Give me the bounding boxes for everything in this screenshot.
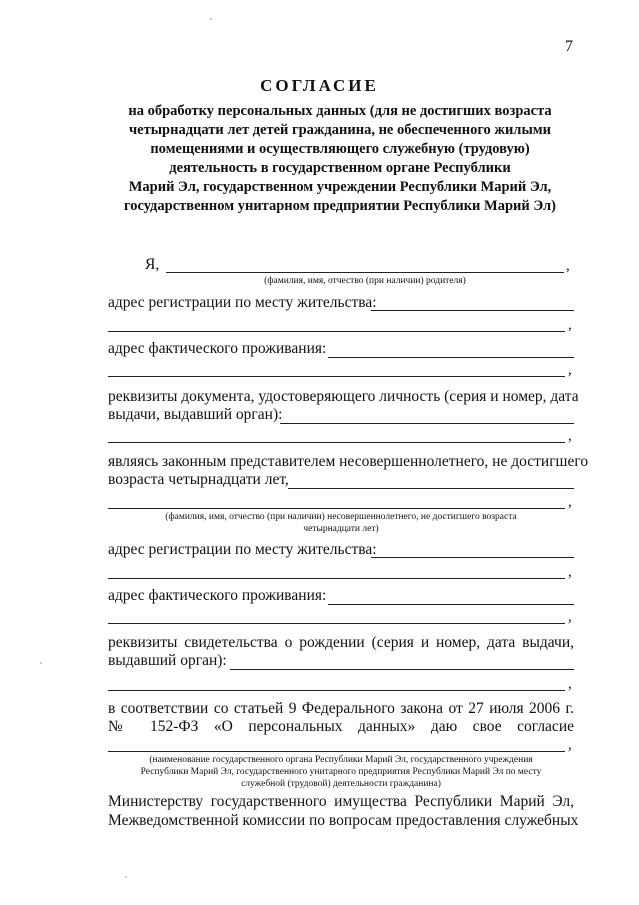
- caption-line: (фамилия, имя, отчество (при наличии) несовершеннолетнего, не достигшего возраста: [165, 512, 517, 522]
- scan-speck: [210, 18, 212, 20]
- subtitle-line: государственном унитарном предприятии Республики Марий Эл): [124, 198, 556, 214]
- parent-name-caption: (фамилия, имя, отчество (при наличии) родителя): [264, 276, 466, 286]
- caption-line: служебной (трудовой) деятельности гражданина): [241, 779, 441, 789]
- comma: ,: [566, 258, 570, 274]
- law-text-line-1: в соответствии со статьей 9 Федерального закона от 27 июля 2006 г.: [108, 700, 574, 717]
- caption-line: четырнадцати лет): [303, 524, 379, 534]
- minor-actual-address-field[interactable]: [328, 604, 574, 605]
- actual-address-field[interactable]: [328, 357, 574, 358]
- id-doc-field[interactable]: [280, 423, 574, 424]
- reg-address-label: адрес регистрации по месту жительства:: [108, 294, 377, 311]
- comma: ,: [568, 317, 572, 333]
- subtitle-line: на обработку персональных данных (для не достигших возраста: [128, 103, 552, 119]
- id-doc-label-1: реквизиты документа, удостоверяющего личность (серия и номер, дата: [108, 388, 579, 405]
- comma: ,: [568, 609, 572, 625]
- comma: ,: [568, 564, 572, 580]
- subtitle-line: четырнадцати лет детей гражданина, не обеспеченного жилыми: [128, 122, 551, 138]
- scan-speck: [125, 876, 127, 878]
- law-text-line-2: № 152-ФЗ «О персональных данных» даю свое согласие: [108, 718, 574, 735]
- comma: ,: [568, 737, 572, 753]
- minor-name-caption: [108, 511, 574, 535]
- comma: ,: [568, 362, 572, 378]
- id-doc-field-2[interactable]: [108, 442, 565, 443]
- subtitle-line: деятельность в государственном органе Республики: [169, 160, 511, 176]
- caption-line: (наименование государственного органа Республики Марий Эл, государственного учреждения: [149, 755, 533, 765]
- comma: ,: [568, 676, 572, 692]
- birth-cert-field[interactable]: [230, 669, 574, 670]
- ya-label: Я,: [145, 256, 160, 273]
- comma: ,: [568, 494, 572, 510]
- document-title: СОГЛАСИЕ: [260, 76, 379, 95]
- page-number: 7: [565, 38, 573, 55]
- minor-actual-address-field-2[interactable]: [108, 623, 565, 624]
- ministry-line-1: Министерству государственного имущества Республики Марий Эл,: [108, 793, 574, 810]
- legal-rep-label-1: являясь законным представителем несовершеннолетнего, не достигшего: [108, 453, 589, 470]
- id-doc-label-2: выдачи, выдавший орган):: [108, 406, 283, 423]
- legal-rep-label-2: возраста четырнадцати лет,: [108, 471, 289, 488]
- minor-reg-address-field[interactable]: [371, 557, 574, 558]
- reg-address-label: адрес регистрации по месту жительства:: [108, 541, 377, 558]
- birth-cert-field-2[interactable]: [108, 690, 565, 691]
- scan-speck: [40, 662, 42, 664]
- subtitle-line: Марий Эл, государственном учреждении Республики Марий Эл,: [128, 179, 552, 195]
- actual-address-field-2[interactable]: [108, 376, 565, 377]
- actual-address-label: адрес фактического проживания:: [108, 587, 327, 604]
- ministry-line-2: Межведомственной комиссии по вопросам предоставления служебных: [108, 812, 579, 829]
- organization-field[interactable]: [108, 751, 565, 752]
- caption-line: Республики Марий Эл, государственного унитарного предприятия Республики Марий Эл по месту: [140, 767, 542, 777]
- reg-address-field-2[interactable]: [108, 331, 565, 332]
- minor-reg-address-field-2[interactable]: [108, 578, 565, 579]
- actual-address-label: адрес фактического проживания:: [108, 340, 327, 357]
- minor-name-field[interactable]: [108, 508, 565, 509]
- organization-caption: [108, 754, 574, 790]
- birth-cert-label-1: реквизиты свидетельства о рождении (серия и номер, дата выдачи,: [108, 634, 574, 651]
- parent-name-field[interactable]: [166, 272, 564, 273]
- document-subtitle: [95, 102, 585, 216]
- minor-field[interactable]: [288, 488, 574, 489]
- subtitle-line: помещениями и осуществляющего служебную (трудовую): [150, 141, 530, 157]
- reg-address-field[interactable]: [371, 310, 574, 311]
- birth-cert-label-2: выдавший орган):: [108, 652, 227, 669]
- comma: ,: [568, 428, 572, 444]
